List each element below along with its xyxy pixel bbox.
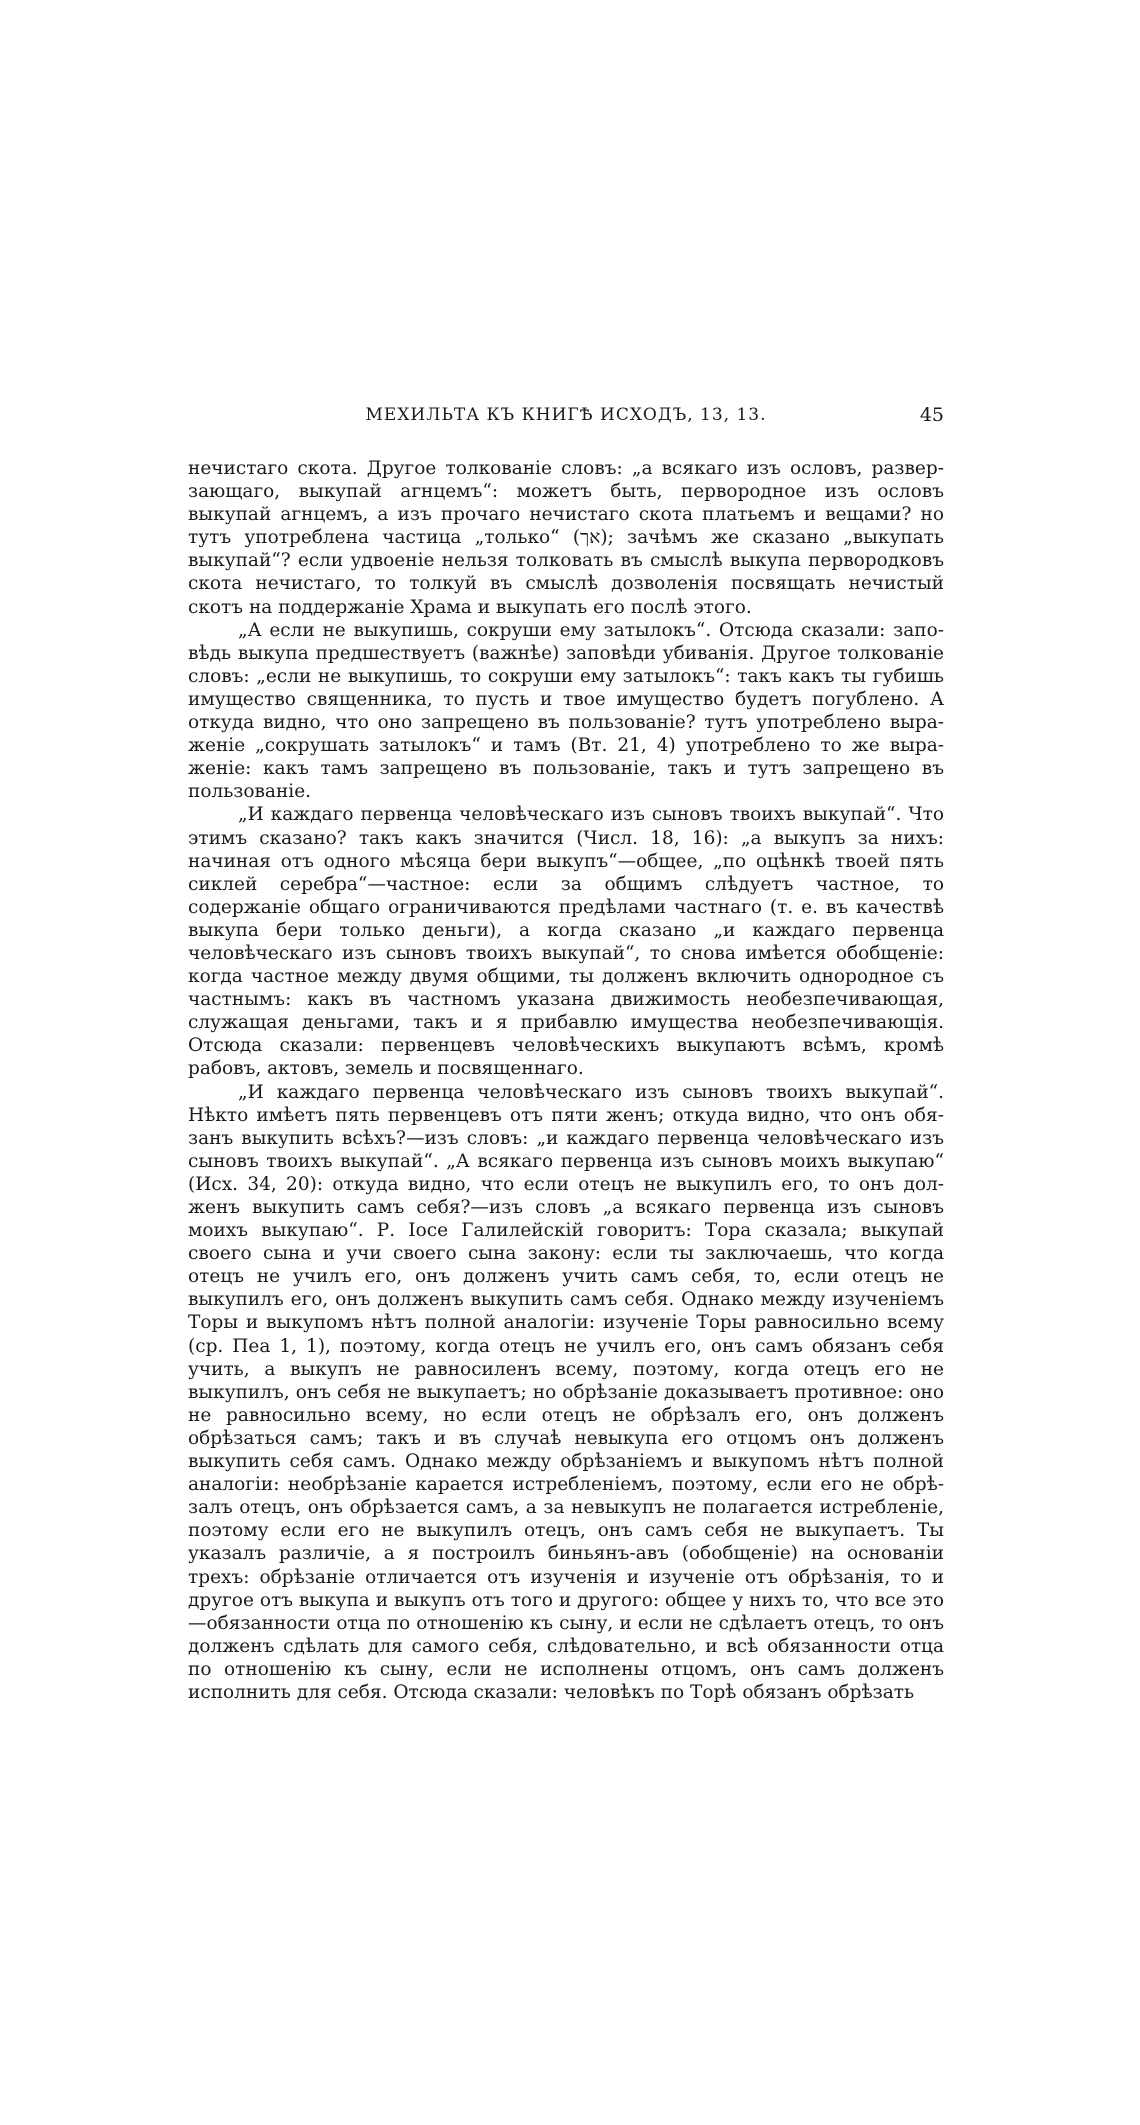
paragraph: „А если не выкупишь, сокруши ему затылокъ“. Отсюда сказали: заповѣдь выкупа предшествуетъ (важнѣе) заповѣди убиванія. Другое толкованіе словъ: „если не выкупишь, то сокруши ему затылокъ“: такъ какъ ты губишь имущество священника, то пусть и твое имущество будетъ погублено. А откуда видно, что оно запрещено въ пользованіе? тутъ употреблено выраженіе „сокрушать затылокъ“ и тамъ (Вт. 21, 4) употреблено то же выраженіе: какъ тамъ запрещено въ пользованіе, такъ и тутъ запрещено въ пользованіе. [188,619,944,803]
paragraph: „И каждаго первенца человѣческаго изъ сыновъ твоихъ выкупай“. Нѣкто имѣетъ пять первенцевъ отъ пяти женъ; откуда видно, что онъ обязанъ выкупить всѣхъ?—изъ словъ: „и каждаго первенца человѣческаго изъ сыновъ твоихъ выкупай“. „А всякаго первенца изъ сыновъ моихъ выкупаю“ (Исх. 34, 20): откуда видно, что если отецъ не выкупилъ его, то онъ долженъ выкупить самъ себя?—изъ словъ „а всякаго первенца изъ сыновъ моихъ выкупаю“. Р. Іосе Галилейскій говоритъ: Тора сказала; выкупай своего сына и учи своего сына закону: если ты заключаешь, что когда отецъ не училъ его, онъ долженъ учить самъ себя, то, если отецъ не выкупилъ его, онъ долженъ выкупить самъ себя. Однако между изученіемъ Торы и выкупомъ нѣтъ полной аналогіи: изученіе Торы равносильно всему (ср. Пеа 1, 1), поэтому, когда отецъ не училъ его, онъ самъ обязанъ себя учить, а выкупъ не равносиленъ всему, поэтому, когда отецъ его не выкупилъ, онъ себя не выкупаетъ; но обрѣзаніе доказываетъ противное: оно не равносильно всему, но если отецъ не обрѣзалъ его, онъ долженъ обрѣзаться самъ; такъ и въ случаѣ невыкупа его отцомъ онъ долженъ выкупить себя самъ. Однако между обрѣзаніемъ и выкупомъ нѣтъ полной аналогіи: необрѣзаніе карается истребленіемъ, поэтому, если его не обрѣзалъ отецъ, онъ обрѣзается самъ, а за невыкупъ не полагается истребленіе, поэтому если его не выкупилъ отецъ, онъ самъ себя не выкупаетъ. Ты указалъ различіе, а я построилъ биньянъ-авъ (обобщеніе) на основаніи трехъ: обрѣзаніе отличается отъ изученія и изученіе отъ обрѣзанія, то и другое отъ выкупа и выкупъ отъ того и другого: общее у нихъ то, что все это—обязанности отца по отношенію къ сыну, и если не сдѣлаетъ отецъ, то онъ долженъ сдѣлать для самого себя, слѣдовательно, и всѣ обязанности отца по отношенію къ сыну, если не исполнены отцомъ, онъ самъ долженъ исполнить для себя. Отсюда сказали: человѣкъ по Торѣ обязанъ обрѣзать [188,1081,944,1703]
paragraph: нечистаго скота. Другое толкованіе словъ: „а всякаго изъ ословъ, разверзающаго, выкупай агнцемъ“: можетъ быть, первородное изъ ословъ выкупай агнцемъ, а изъ прочаго нечистаго скота платьемъ и вещами? но тутъ употреблена частица „только“ (אך); зачѣмъ же сказано „выкупать выкупай“? если удвоеніе нельзя толковать въ смыслѣ выкупа первородковъ скота нечистаго, то толкуй въ смыслѣ дозволенія посвящать нечистый скотъ на поддержаніе Храма и выкупать его послѣ этого. [188,458,944,618]
running-head [188,402,944,428]
page-number: 45 [919,404,944,426]
body-text [188,457,944,1704]
paragraph: „И каждаго первенца человѣческаго изъ сыновъ твоихъ выкупай“. Что этимъ сказано? такъ какъ значится (Числ. 18, 16): „а выкупъ за нихъ: начиная отъ одного мѣсяца бери выкупъ“—общее, „по оцѣнкѣ твоей пять сиклей серебра“—частное: если за общимъ слѣдуетъ частное, то содержаніе общаго ограничиваются предѣлами частнаго (т. е. въ качествѣ выкупа бери только деньги), а когда сказано „и каждаго первенца человѣческаго изъ сыновъ твоихъ выкупай“, то снова имѣется обобщеніе: когда частное между двумя общими, ты долженъ включить однородное съ частнымъ: какъ въ частномъ указана движимость необезпечивающая, служащая деньгами, такъ и я прибавлю имущества необезпечивающія. Отсюда сказали: первенцевъ человѣческихъ выкупаютъ всѣмъ, кромѣ рабовъ, актовъ, земель и посвященнаго. [188,804,944,1080]
running-title: МЕХИЛЬТА КЪ КНИГѢ ИСХОДЪ, 13, 13. [365,405,767,425]
